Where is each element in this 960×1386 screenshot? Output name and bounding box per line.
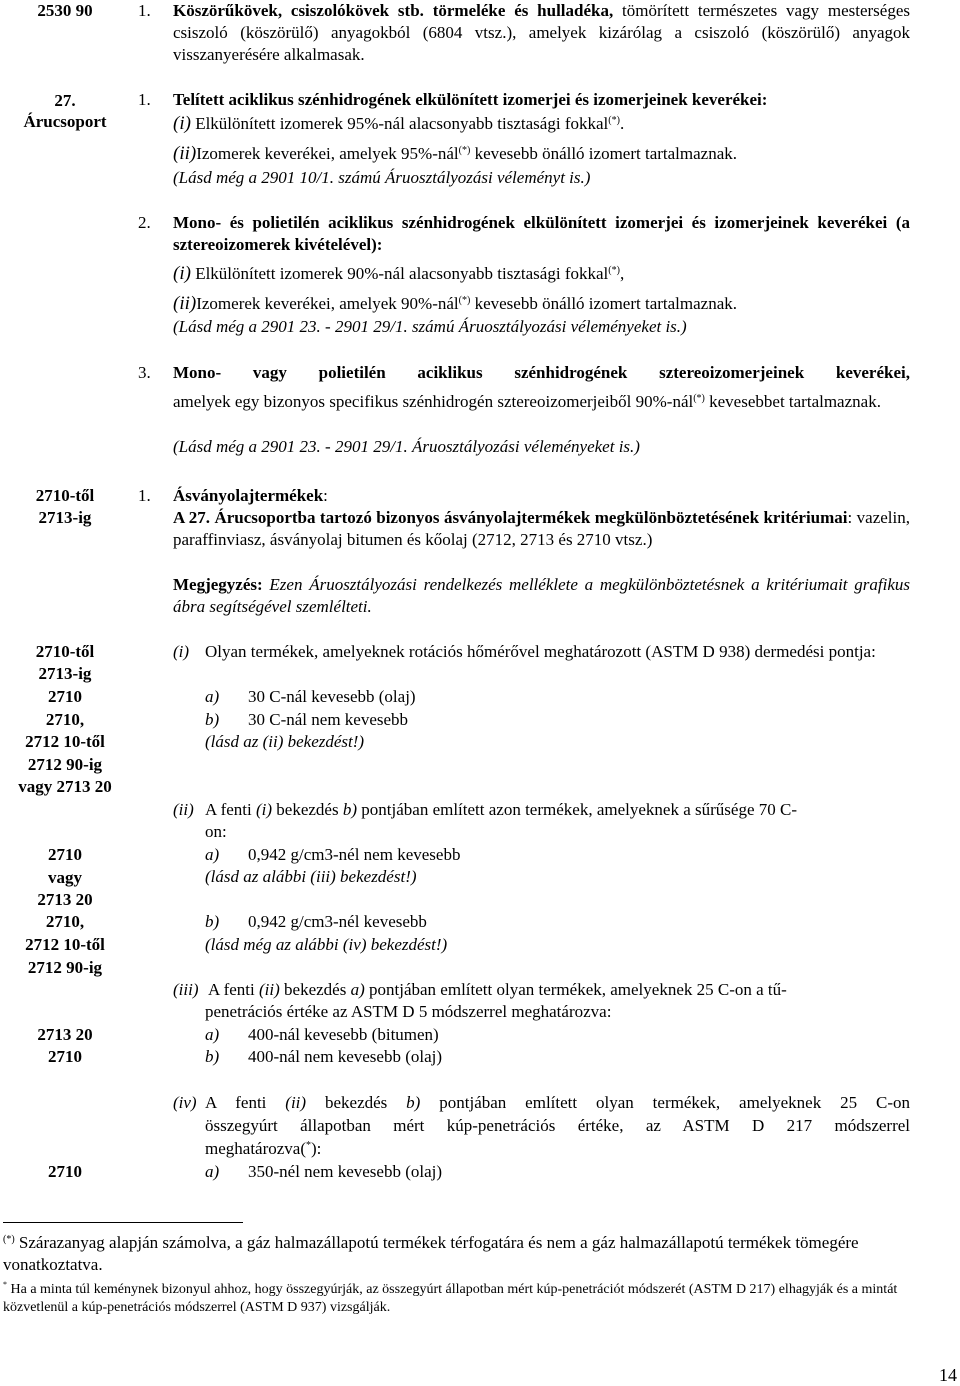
text: b) (342, 800, 358, 819)
block4-ii-a-text: 0,942 g/cm3-nél nem kevesebb (248, 845, 461, 864)
text: kevesebb önálló izomert tartalmaznak. (470, 294, 738, 313)
block4-i-text: Olyan termékek, amelyeknek rotációs hőmérővel meghatározott (ASTM D 938) dermedési pontja: (205, 642, 876, 661)
block2-p1-ii (173, 143, 737, 165)
block4-i-b-ref: (lásd az (ii) bekezdést!) (205, 732, 365, 751)
label: (ii) (173, 143, 197, 164)
text: a) (350, 980, 365, 999)
label: (ii) (173, 293, 197, 314)
label-i: (i) (173, 642, 190, 661)
text: amelyek egy bizonyos specifikus szénhidrogén sztereoizomerjeiből 90%-nál (173, 392, 694, 411)
block4-ii-line2: on: (205, 822, 227, 841)
page-number: 14 (939, 1365, 957, 1385)
code-line: vagy (48, 868, 82, 887)
code-line: vagy 2713 20 (18, 777, 112, 796)
text: kevesebb önálló izomert tartalmaznak. (470, 144, 738, 163)
label: (i) (173, 263, 191, 284)
item-number: 3. (138, 363, 151, 382)
item-number: 1. (138, 90, 151, 109)
text: Árucsoportba tartozó bizonyos ásványolajtermékek megkülönböztetésének kritériumai (214, 508, 848, 527)
title: Ásványolajtermékek (173, 486, 324, 505)
text: Elkülönített izomerek 95%-nál alacsonyabb tisztasági fokkal (195, 114, 609, 133)
footnote-text: Szárazanyag alapján számolva, a gáz halmazállapotú termékek térfogatára és nem a gáz halmazállapotú termékek tömegére vonatkoztatva. (3, 1233, 859, 1274)
code-line: 2710 (48, 1162, 82, 1181)
code-line: 2712 90-ig (27, 958, 103, 977)
block4-iv-line1 (205, 1092, 910, 1114)
code-range-to: 2713-ig (38, 508, 92, 527)
code-line: 2712 10-től (25, 935, 105, 954)
block2-p3-text (173, 391, 910, 413)
code-line: 2710, (45, 710, 85, 729)
block2-p1-title: Telített aciklikus szénhidrogének elkülönített izomerjei és izomerjeinek keverékei: (173, 90, 768, 109)
block4-i-b-text: 30 C-nál nem kevesebb (248, 710, 409, 729)
item-number: 1. (138, 1, 151, 20)
code-range-from: 2710-től (35, 486, 95, 505)
label-a: a) (205, 845, 220, 864)
text: Izomerek keverékei, amelyek 90%-nál (196, 294, 459, 313)
star-mark: (*) (608, 115, 620, 126)
block4-iii-b-text: 400-nál nem kevesebb (olaj) (248, 1047, 443, 1066)
block3-criteria (173, 507, 910, 551)
text: pontjában említett olyan termékek, amelyeknek 25 C-on a tű- (364, 980, 787, 999)
block4-iii-line2: penetrációs értéke az ASTM D 5 módszerrel meghatározva: (205, 1002, 612, 1021)
label-ii: (ii) (173, 800, 194, 819)
footnote-mark: (*) (3, 1234, 15, 1245)
code-line: 2710 (48, 1047, 82, 1066)
text: A fenti (205, 1093, 286, 1112)
block2-p2-title: Mono- és polietilén aciklikus szénhidrogének elkülönített izomerjei és izomerjeinek keverékei (a sztereoizomerek kivételével): (173, 213, 910, 254)
footnote-1 (3, 1232, 948, 1276)
text: pontjában említett azon termékek, amelyeknek a sűrűsége 70 C- (357, 800, 797, 819)
label-iv: (iv) (173, 1093, 197, 1112)
code-line: 2710, (45, 912, 85, 931)
code-line: 2712 90-ig (27, 755, 103, 774)
footnote-rule (3, 1222, 243, 1223)
footnote-mark: * (3, 1280, 7, 1289)
block2-p1-i: (i) Elkülönített izomerek 95%-nál alacsonyabb tisztasági fokkal(*). (173, 113, 625, 134)
block2-p3-ref: (Lásd még a 2901 23. - 2901 29/1. Áruosztályozási véleményeket is.) (173, 437, 640, 456)
text: (ii) (259, 980, 280, 999)
code-line: 2710-től (35, 642, 95, 661)
block4-ii-b-ref: (lásd még az alábbi (iv) bekezdést!) (205, 935, 448, 954)
text: : vazelin, paraffinviasz, ásványolaj bitumen és kőolaj (2712, 2713 és 2710 vtsz.) (173, 508, 910, 549)
colon: : (323, 486, 328, 505)
code-2530-90: 2530 90 (37, 1, 93, 20)
footnote-text: Ha a minta túl keménynek bizonyul ahhoz, hogy összegyúrják, az összegyúrt állapotban mért kúp-penetrációt módszerét (ASTM D 217) elhagyják és a mintát közvetlenül a kúp-penetrációs módszerrel (ASTM D 937) vizsgálják. (3, 1282, 898, 1315)
note-label: Megjegyzés: (173, 575, 263, 594)
text: bekezdés (279, 980, 351, 999)
star-mark: (*) (608, 265, 620, 276)
chapter-label: Árucsoport (23, 112, 107, 131)
text: b) (406, 1093, 421, 1112)
code-line: 2712 10-től (25, 732, 105, 751)
block1-title: Köszörűkövek, csiszolókövek stb. törmeléke és hulladéka, (173, 1, 614, 20)
label: (i) (173, 113, 191, 134)
label-iii: (iii) (173, 980, 199, 999)
block4-ii-line1 (205, 799, 797, 821)
star-mark: (*) (458, 295, 471, 306)
block1-paragraph (173, 0, 910, 66)
block2-p2-i: (i) Elkülönített izomerek 90%-nál alacsonyabb tisztasági fokkal(*), (173, 263, 625, 284)
block3-note (173, 574, 910, 618)
text: meghatározva( (205, 1139, 306, 1158)
star-mark: (*) (458, 145, 471, 156)
label-a: a) (205, 1025, 220, 1044)
block3-title (173, 485, 328, 507)
block2-p2-ref: (Lásd még a 2901 23. - 2901 29/1. számú Áruosztályozási véleményeket is.) (173, 317, 687, 336)
item-number: 1. (138, 486, 151, 505)
label-a: a) (205, 687, 220, 706)
block4-iv-line3 (205, 1138, 321, 1160)
text: pontjában említett olyan termékek, amelyeknek 25 C-on (420, 1093, 910, 1112)
code-line: 2710 (48, 687, 82, 706)
label-b: b) (205, 912, 220, 931)
text: A fenti (205, 800, 256, 819)
text: bekezdés (272, 800, 343, 819)
note-text: Ezen Áruosztályozási rendelkezés melléklete a megkülönböztetésnek a kritériumait grafikus ábra segítségével szemlélteti. (173, 575, 910, 616)
code-line: 2713-ig (38, 664, 92, 683)
star-mark: * (306, 1140, 311, 1151)
footnote-2 (3, 1281, 958, 1317)
code-line: 2713 20 (37, 1025, 93, 1044)
block4-iii-line1 (208, 979, 787, 1001)
text: (i) (256, 800, 273, 819)
label-a: a) (205, 1162, 220, 1181)
code-line: 2713 20 (37, 890, 93, 909)
block4-i-a-text: 30 C-nál kevesebb (olaj) (248, 687, 416, 706)
text: ): (311, 1139, 322, 1158)
block2-p2-ii (173, 293, 737, 315)
block4-ii-b-text: 0,942 g/cm3-nél kevesebb (248, 912, 427, 931)
block4-iii-a-text: 400-nál kevesebb (bitumen) (248, 1025, 439, 1044)
text: Elkülönített izomerek 90%-nál alacsonyabb tisztasági fokkal (195, 264, 609, 283)
block4-iv-a-text: 350-nél nem kevesebb (olaj) (248, 1162, 443, 1181)
block4-ii-a-ref: (lásd az alábbi (iii) bekezdést!) (205, 867, 417, 886)
star-mark: (*) (693, 393, 705, 404)
block1-text: tömörített természetes vagy mesterséges csiszoló (köszörülő) anyagokból (6804 vtsz.), amelyek kizárólag a csiszoló (köszörülő) anyagok visszanyerésére alkalmasak. (173, 1, 910, 64)
text: kevesebbet tartalmaznak. (704, 392, 881, 411)
text: A fenti (208, 980, 259, 999)
block2-p1-ref: (Lásd még a 2901 10/1. számú Áruosztályozási véleményt is.) (173, 168, 591, 187)
label-b: b) (205, 710, 220, 729)
block2-p3-title: Mono- vagy polietilén aciklikus szénhidrogének sztereoizomerjeinek keverékei, (173, 363, 910, 382)
text: Izomerek keverékei, amelyek 95%-nál (196, 144, 459, 163)
chapter-number: 27. (54, 91, 76, 110)
text: bekezdés (306, 1093, 407, 1112)
item-number: 2. (138, 213, 151, 232)
code-line: 2710 (48, 845, 82, 864)
label-b: b) (205, 1047, 220, 1066)
text: (ii) (285, 1093, 307, 1112)
block4-iv-line2: összegyúrt állapotban mért kúp-penetrációs értéke, az ASTM D 217 módszerrel (205, 1116, 910, 1135)
text: A 27. (173, 508, 215, 527)
